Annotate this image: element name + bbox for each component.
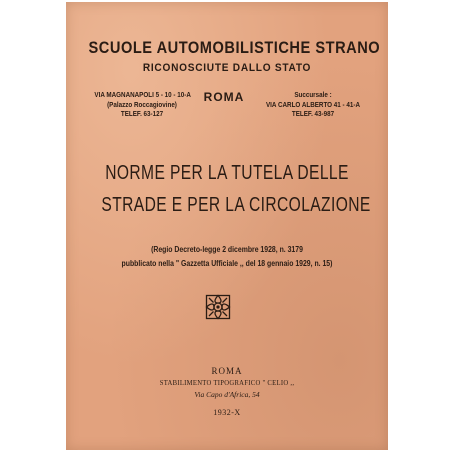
publication-year: 1932-X [213,408,241,417]
publisher-name: STABILIMENTO TIPOGRAFICO " CELIO ,, [159,379,295,387]
main-address-building: (Palazzo Roccagiovine) [107,99,177,109]
decree-line-2: pubblicato nella " Gazzetta Ufficiale ,, del 18 gennaio 1929, n. 15) [121,259,333,268]
publisher-city: ROMA [211,366,243,376]
school-name: SCUOLE AUTOMOBILISTICHE STRANO [88,38,381,57]
branch-label: Succursale : [294,90,332,99]
city-label: ROMA [203,90,245,104]
book-cover [66,2,388,450]
branch-address-phone: TELEF. 43-987 [291,109,335,118]
branch-address-street: VIA CARLO ALBERTO 41 - 41-A [265,99,361,109]
title-line-2: STRADE E PER LA CIRCOLAZIONE [101,194,371,216]
main-address-phone: TELEF. 63-127 [120,109,164,118]
branch-address-block [261,90,365,119]
decree-line-1: (Regio Decreto-legge 2 dicembre 1928, n. 3179 [151,245,303,254]
recognition-line: RICONOSCIUTE DALLO STATO [142,62,312,74]
main-address-street: VIA MAGNANAPOLI 5 - 10 - 10-A [94,90,191,99]
publisher-address: Via Capo d'Africa, 54 [194,390,260,399]
main-address-block [94,90,189,119]
title-line-1: NORME PER LA TUTELA DELLE [105,162,349,184]
floral-ornament-icon [205,294,231,320]
